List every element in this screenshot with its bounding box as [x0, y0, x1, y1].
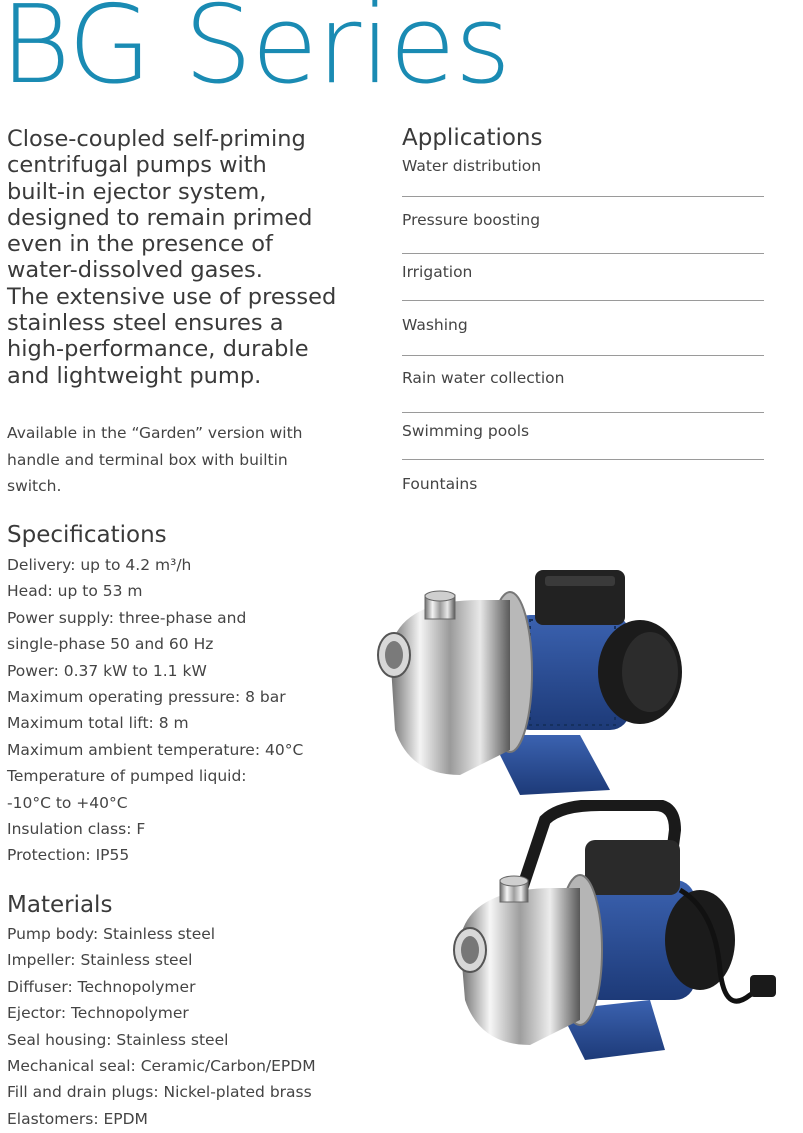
materials-heading: Materials — [7, 892, 113, 918]
garden-line: switch. — [7, 477, 62, 495]
material-item: Ejector: Technopolymer — [7, 1004, 189, 1023]
garden-line: handle and terminal box with builtin — [7, 450, 288, 469]
application-item: Irrigation — [402, 263, 473, 281]
materials-list — [7, 921, 316, 1132]
intro-line: centrifugal pumps with — [7, 152, 267, 179]
spec-item: Insulation class: F — [7, 820, 146, 839]
application-divider — [402, 412, 764, 413]
spec-item: Maximum total lift: 8 m — [7, 714, 189, 733]
spec-item: -10°C to +40°C — [7, 793, 128, 812]
intro-line: stainless steel ensures a — [7, 310, 284, 337]
spec-item: Power supply: three-phase and — [7, 608, 247, 627]
spec-item: Head: up to 53 m — [7, 582, 143, 601]
application-divider — [402, 459, 764, 460]
intro-line: and lightweight pump. — [7, 362, 262, 389]
applications-heading: Applications — [402, 125, 543, 151]
application-divider — [402, 253, 764, 254]
material-item: Elastomers: EPDM — [7, 1109, 148, 1128]
material-item: Impeller: Stainless steel — [7, 951, 193, 970]
material-item: Pump body: Stainless steel — [7, 925, 216, 943]
garden-version-note — [7, 420, 367, 500]
application-divider — [402, 355, 764, 356]
material-item: Fill and drain plugs: Nickel-plated brass — [7, 1083, 312, 1102]
pump-photo-garden — [450, 800, 780, 1065]
intro-line: even in the presence of — [7, 231, 273, 258]
spec-item: Delivery: up to 4.2 m³/h — [7, 556, 192, 574]
spec-item: Maximum operating pressure: 8 bar — [7, 688, 286, 707]
garden-line: Available in the “Garden” version with — [7, 424, 303, 442]
material-item: Mechanical seal: Ceramic/Carbon/EPDM — [7, 1057, 316, 1076]
intro-line: Close-coupled self-priming — [7, 126, 306, 152]
spec-item: single-phase 50 and 60 Hz — [7, 635, 214, 654]
spec-item: Power: 0.37 kW to 1.1 kW — [7, 661, 207, 680]
intro-line: high-performance, durable — [7, 336, 309, 363]
page-title: BG Series — [0, 0, 510, 108]
application-item: Water distribution — [402, 157, 542, 175]
spec-item: Protection: IP55 — [7, 846, 130, 865]
intro-line: built-in ejector system, — [7, 178, 267, 205]
application-item: Washing — [402, 316, 468, 334]
spec-item: Temperature of pumped liquid: — [7, 767, 247, 786]
application-item: Pressure boosting — [402, 211, 541, 229]
intro-paragraph — [7, 126, 387, 389]
application-divider — [402, 196, 764, 197]
application-item: Fountains — [402, 475, 478, 493]
specifications-list — [7, 552, 303, 869]
pump-photo-standard — [370, 560, 690, 800]
material-item: Diffuser: Technopolymer — [7, 977, 196, 996]
application-item: Rain water collection — [402, 369, 565, 387]
application-item: Swimming pools — [402, 422, 530, 440]
intro-line: water-dissolved gases. — [7, 257, 263, 284]
material-item: Seal housing: Stainless steel — [7, 1030, 229, 1049]
spec-item: Maximum ambient temperature: 40°C — [7, 740, 304, 759]
application-divider — [402, 300, 764, 301]
intro-line: The extensive use of pressed — [7, 283, 337, 310]
specifications-heading: Specifications — [7, 522, 167, 548]
intro-line: designed to remain primed — [7, 204, 313, 231]
